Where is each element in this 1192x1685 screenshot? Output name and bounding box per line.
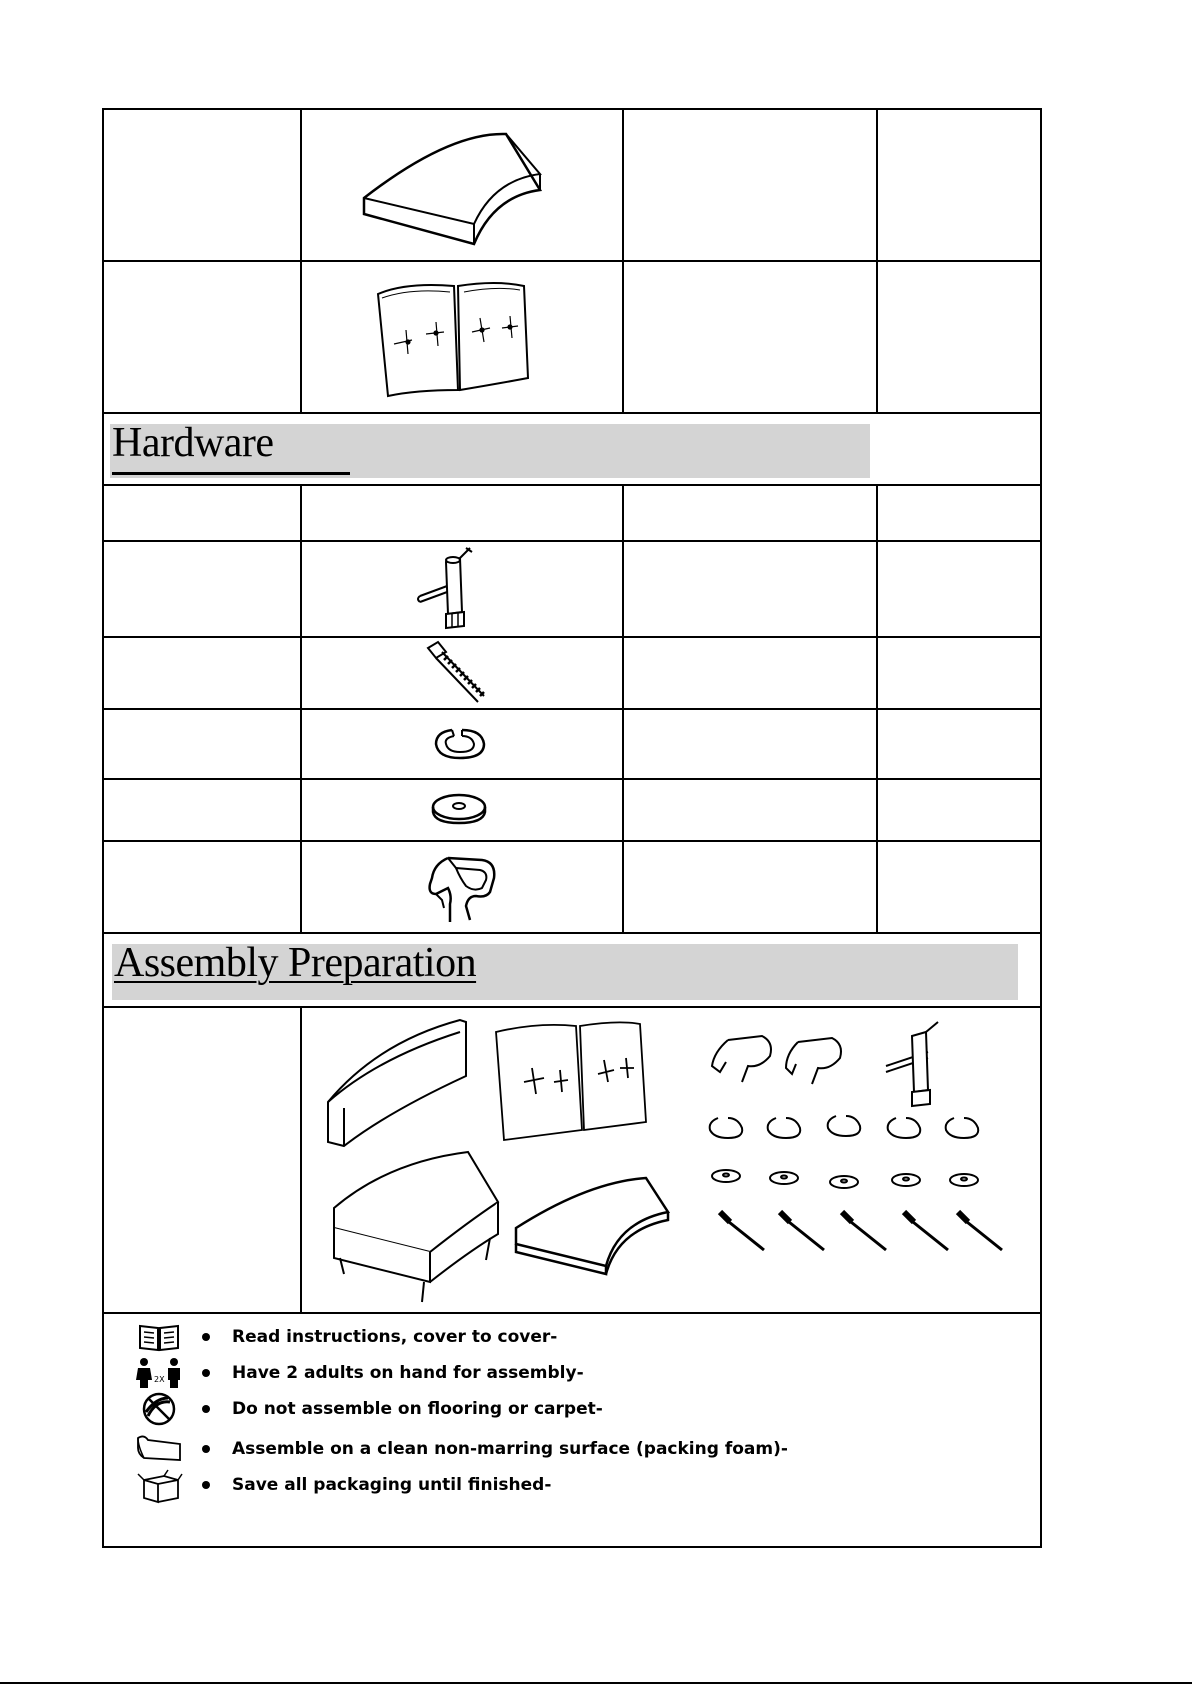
row-divider [104, 1006, 1040, 1008]
packaging-box-icon [134, 1468, 184, 1502]
tip-text: Do not assemble on flooring or carpet- [232, 1399, 603, 1419]
column-divider [300, 484, 302, 932]
assembly-preparation-header [112, 940, 1018, 1000]
parts-overview-illustration [318, 1012, 1038, 1308]
svg-text:2X: 2X [154, 1375, 165, 1384]
flat-washer-icon [712, 1170, 978, 1188]
allen-wrench-icon [416, 544, 476, 632]
column-divider [622, 484, 624, 932]
row-divider [104, 840, 1040, 842]
tip-text: Read instructions, cover to cover- [232, 1327, 558, 1347]
two-adults-icon [134, 1356, 184, 1390]
flat-washer-icon [430, 790, 488, 830]
row-divider [104, 636, 1040, 638]
column-divider [876, 484, 878, 932]
tip-row [134, 1432, 788, 1466]
foam-mat-icon [134, 1432, 184, 1466]
backrest-icon [328, 1020, 466, 1146]
bolt-icon [422, 640, 494, 704]
row-divider [104, 1312, 1040, 1314]
tip-row [134, 1392, 603, 1426]
row-divider [104, 260, 1040, 262]
parts-sheet [102, 108, 1042, 1548]
allen-wrench-icon [886, 1022, 938, 1106]
row-divider [104, 932, 1040, 934]
tip-text: Have 2 adults on hand for assembly- [232, 1363, 584, 1383]
tip-text: Assemble on a clean non-marring surface (packing foam)- [232, 1439, 788, 1459]
connector-clip-icon [420, 848, 502, 928]
tip-row [134, 1320, 557, 1354]
assembly-preparation-title: Assembly Preparation [114, 940, 477, 986]
instructions-book-icon [134, 1320, 184, 1354]
seat-cushion-icon [516, 1178, 668, 1274]
spring-washer-icon [710, 1116, 979, 1138]
row-divider [104, 412, 1040, 414]
bullet [202, 1405, 210, 1413]
no-carpet-icon [134, 1392, 184, 1426]
bolt-icon [720, 1212, 1002, 1250]
back-cushion-icon [496, 1022, 646, 1140]
spring-washer-icon [432, 724, 488, 764]
connector-clip-icon [712, 1036, 841, 1084]
row-divider [104, 778, 1040, 780]
bullet [202, 1445, 210, 1453]
hardware-header [110, 420, 870, 478]
bullet [202, 1333, 210, 1341]
seat-cushion-icon [354, 126, 574, 244]
column-divider [876, 110, 878, 412]
page-bottom-rule [0, 1682, 1192, 1684]
row-divider [104, 708, 1040, 710]
bullet [202, 1369, 210, 1377]
row-divider [104, 540, 1040, 542]
tip-row [134, 1468, 551, 1502]
seat-frame-icon [334, 1152, 498, 1302]
back-cushion-icon [366, 272, 536, 402]
column-divider [300, 110, 302, 412]
tip-text: Save all packaging until finished- [232, 1475, 552, 1495]
column-divider [622, 110, 624, 412]
hardware-title: Hardware [112, 420, 274, 466]
bullet [202, 1481, 210, 1489]
hardware-title-underline [112, 472, 350, 475]
row-divider [104, 484, 1040, 486]
column-divider [300, 1006, 302, 1312]
tip-row [134, 1356, 584, 1390]
